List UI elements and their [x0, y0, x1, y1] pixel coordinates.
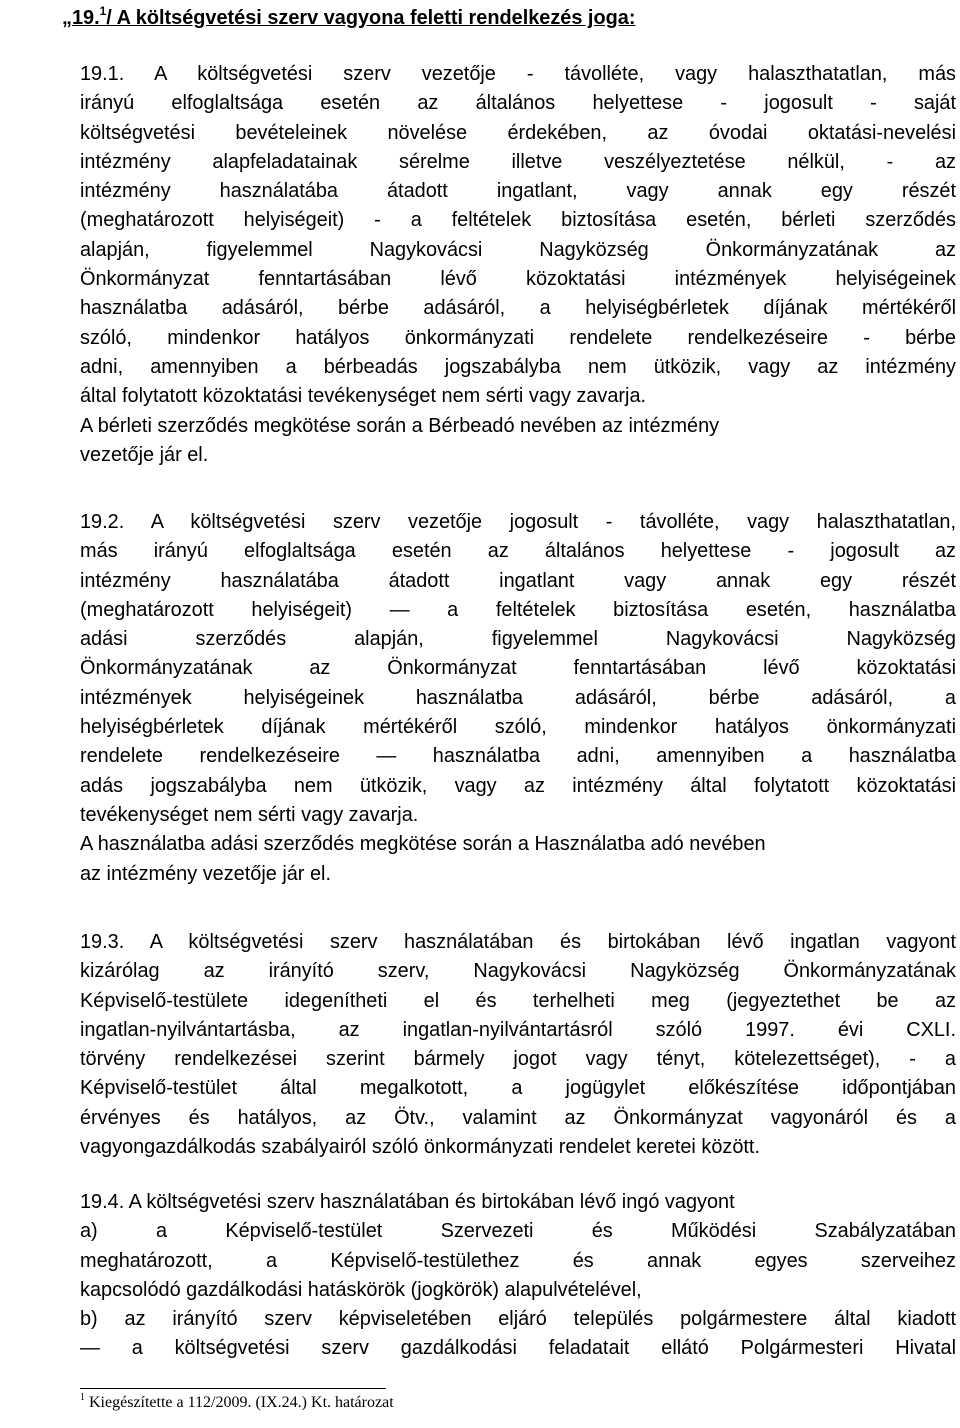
heading-text: / A költségvetési szerv vagyona feletti rendelkezés joga:	[106, 7, 636, 29]
paragraph-line: szóló, mindenkor hatályos önkormányzati rendelete rendelkezéseire - bérbe	[80, 326, 956, 349]
paragraph-19-3	[80, 928, 956, 1162]
paragraph-line: 19.1. A költségvetési szerv vezetője - távolléte, vagy halaszthatatlan, más	[80, 63, 956, 85]
footnote-reference[interactable]: 1	[99, 4, 107, 18]
paragraph-line: a) a Képviselő-testület Szervezeti és Működési Szabályzatában	[80, 1220, 956, 1243]
paragraph-line: meghatározott, a Képviselő-testülethez és annak egyes szerveihez	[80, 1249, 956, 1272]
paragraph-line: A használatba adási szerződés megkötése során a Használatba adó nevében	[80, 833, 766, 856]
paragraph-line: 19.4. A költségvetési szerv használatában és birtokában lévő ingó vagyont	[80, 1191, 735, 1213]
footnote-text: Kiegészítette a 112/2009. (IX.24.) Kt. határozat	[89, 1394, 394, 1411]
paragraph-line: intézmény használatába átadott ingatlant, vagy annak egy részét	[80, 180, 956, 203]
paragraph-line: más irányú elfoglaltsága esetén az általános helyettese - jogosult az	[80, 540, 956, 563]
section-heading	[62, 4, 635, 30]
paragraph-line: A bérleti szerződés megkötése során a Bérbeadó nevében az intézmény	[80, 414, 720, 437]
paragraph-line: helyiségbérletek díjának mértékéről szóló, mindenkor hatályos önkormányzati	[80, 716, 956, 739]
paragraph-line: Önkormányzatának az Önkormányzat fenntartásában lévő közoktatási	[80, 657, 956, 680]
paragraph-line: adni, amennyiben a bérbeadás jogszabályba nem ütközik, vagy az intézmény	[80, 355, 956, 378]
paragraph-line: b) az irányító szerv képviseletében eljáró település polgármestere által kiadott	[80, 1308, 956, 1331]
paragraph-line: kapcsolódó gazdálkodási hatáskörök (jogkörök) alapulvételével,	[80, 1278, 642, 1301]
paragraph-line: 19.2. A költségvetési szerv vezetője jogosult - távolléte, vagy halaszthatatlan,	[80, 511, 956, 533]
paragraph-line: vezetője jár el.	[80, 443, 209, 466]
paragraph-line: (meghatározott helyiségeit) - a feltételek biztosítása esetén, bérleti szerződés	[80, 209, 956, 232]
paragraph-line: adás jogszabályba nem ütközik, vagy az intézmény által folytatott közoktatási	[80, 774, 956, 797]
paragraph-line: használatba adásáról, bérbe adásáról, a helyiségbérletek díjának mértékéről	[80, 297, 956, 320]
paragraph-line: intézmények helyiségeinek használatba adásáról, bérbe adásáról, a	[80, 686, 956, 709]
paragraph-line: Képviselő-testülete idegenítheti el és terhelheti meg (jegyeztethet be az	[80, 989, 956, 1012]
footnote-number: 1	[80, 1392, 85, 1403]
paragraph-line: ingatlan-nyilvántartásba, az ingatlan-nyilvántartásról szóló 1997. évi CXLI.	[80, 1018, 956, 1041]
paragraph-line: alapján, figyelemmel Nagykovácsi Nagyközség Önkormányzatának az	[80, 238, 956, 261]
paragraph-line: érvényes és hatályos, az Ötv., valamint az Önkormányzat vagyonáról és a	[80, 1106, 956, 1129]
paragraph-line: Képviselő-testület által megalkotott, a jogügylet előkészítése időpontjában	[80, 1077, 956, 1100]
paragraph-line: által folytatott közoktatási tevékenységet nem sérti vagy zavarja.	[80, 385, 647, 408]
paragraph-line: vagyongazdálkodás szabályairól szóló önkormányzati rendelet keretei között.	[80, 1136, 760, 1159]
paragraph-line: Önkormányzat fenntartásában lévő közoktatási intézmények helyiségeinek	[80, 268, 956, 291]
paragraph-line: intézmény alapfeladatainak sérelme illetve veszélyeztetése nélkül, - az	[80, 150, 956, 173]
paragraph-line: (meghatározott helyiségeit) — a feltételek biztosítása esetén, használatba	[80, 598, 956, 621]
footnote	[80, 1392, 394, 1412]
paragraph-line: adási szerződés alapján, figyelemmel Nagykovácsi Nagyközség	[80, 628, 956, 651]
paragraph-19-1	[80, 60, 956, 470]
paragraph-line: az intézmény vezetője jár el.	[80, 862, 331, 885]
paragraph-line: költségvetési bevételeinek növelése érdekében, az óvodai oktatási-nevelési	[80, 121, 956, 144]
paragraph-line: tevékenységet nem sérti vagy zavarja.	[80, 803, 419, 826]
paragraph-line: törvény rendelkezései szerint bármely jogot vagy tényt, kötelezettséget), - a	[80, 1048, 956, 1071]
paragraph-line: 19.3. A költségvetési szerv használatában és birtokában lévő ingatlan vagyont	[80, 931, 956, 953]
paragraph-19-4	[80, 1188, 956, 1364]
paragraph-line: — a költségvetési szerv gazdálkodási feladatait ellátó Polgármesteri Hivatal	[80, 1337, 956, 1360]
paragraph-line: intézmény használatába átadott ingatlant vagy annak egy részét	[80, 569, 956, 592]
footnote-separator	[80, 1388, 386, 1389]
paragraph-line: irányú elfoglaltsága esetén az általános helyettese - jogosult - saját	[80, 92, 956, 115]
heading-prefix: „19.	[62, 7, 100, 29]
paragraph-19-2	[80, 508, 956, 889]
paragraph-line: kizárólag az irányító szerv, Nagykovácsi Nagyközség Önkormányzatának	[80, 960, 956, 983]
paragraph-line: rendelete rendelkezéseire — használatba adni, amennyiben a használatba	[80, 745, 956, 768]
